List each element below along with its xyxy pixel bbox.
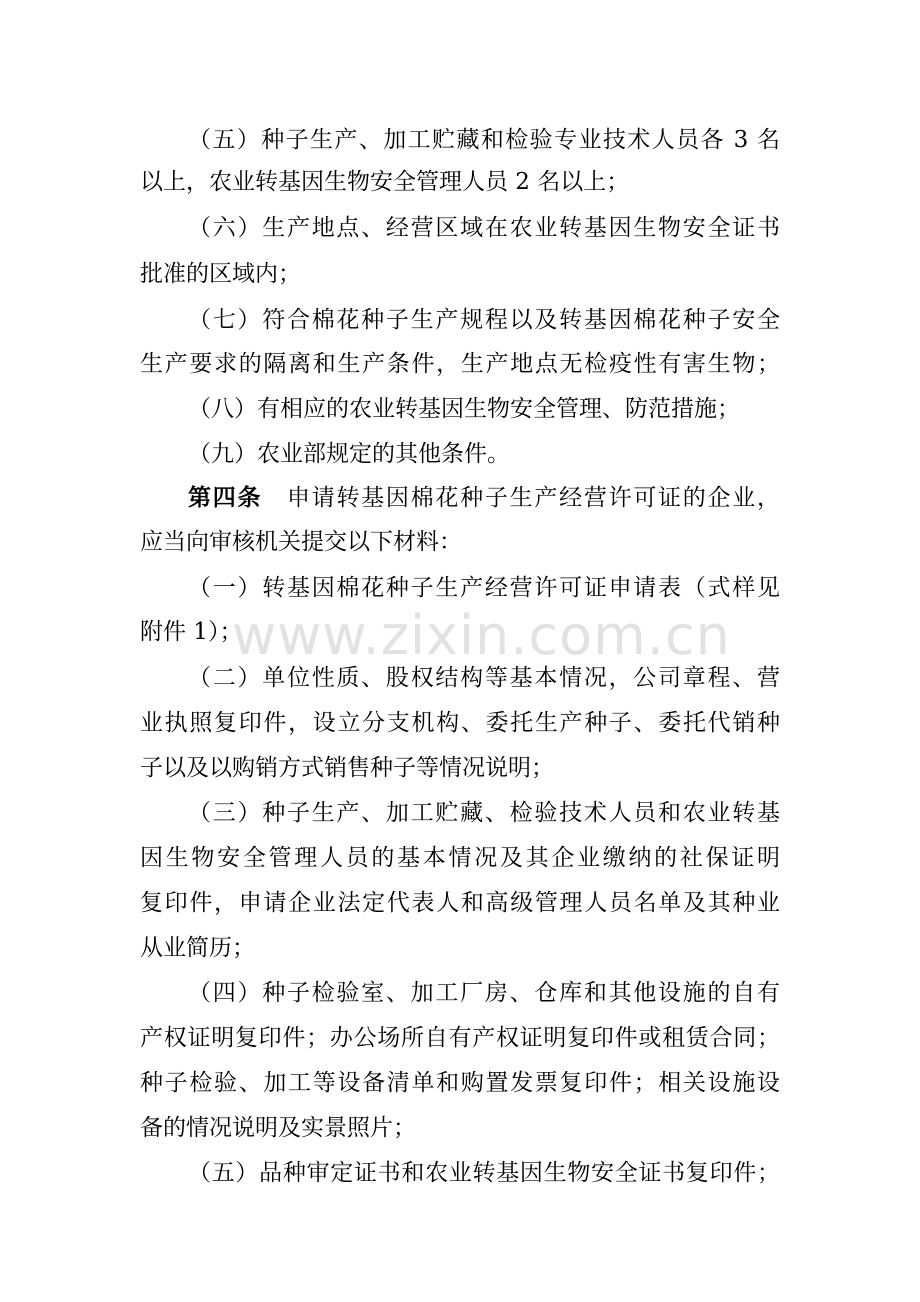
paragraph-line: （三）种子生产、加工贮藏、检验技术人员和农业转基	[188, 800, 780, 826]
paragraph-line: 种子检验、加工等设备清单和购置发票复印件；相关设施设	[140, 1070, 780, 1096]
paragraph-line: 应当向审核机关提交以下材料：	[140, 529, 462, 555]
paragraph-line: 复印件，申请企业法定代表人和高级管理人员名单及其种业	[140, 890, 780, 916]
paragraph-line: （六）生产地点、经营区域在农业转基因生物安全证书	[188, 215, 780, 241]
paragraph-line: （五）品种审定证书和农业转基因生物安全证书复印件；	[188, 1160, 780, 1186]
paragraph-line: 生产要求的隔离和生产条件，生产地点无检疫性有害生物；	[140, 351, 780, 377]
watermark: www.zixin.com.cn	[232, 604, 731, 667]
paragraph-line: （九）农业部规定的其他条件。	[188, 441, 510, 467]
paragraph-line: （七）符合棉花种子生产规程以及转基因棉花种子安全	[188, 307, 780, 333]
paragraph-line: 附件 1）；	[140, 619, 243, 645]
article-line	[188, 482, 780, 514]
article-text: 申请转基因棉花种子生产经营许可证的企业，	[286, 485, 781, 511]
article-heading: 第四条	[188, 485, 263, 511]
paragraph-line: 因生物安全管理人员的基本情况及其企业缴纳的社保证明	[140, 845, 780, 871]
paragraph-line: 备的情况说明及实景照片；	[140, 1115, 416, 1141]
paragraph-line: （五）种子生产、加工贮藏和检验专业技术人员各 3 名	[188, 127, 780, 153]
paragraph-line: 业执照复印件，设立分支机构、委托生产种子、委托代销种	[140, 710, 780, 736]
paragraph-line: 子以及以购销方式销售种子等情况说明；	[140, 755, 554, 781]
paragraph-line: （四）种子检验室、加工厂房、仓库和其他设施的自有	[188, 980, 780, 1006]
paragraph-line: （八）有相应的农业转基因生物安全管理、防范措施；	[188, 396, 740, 422]
paragraph-line: 从业简历；	[140, 935, 255, 961]
paragraph-line: 产权证明复印件；办公场所自有产权证明复印件或租赁合同；	[140, 1025, 780, 1051]
paragraph-line: （一）转基因棉花种子生产经营许可证申请表（式样见	[188, 575, 780, 601]
paragraph-line: 以上，农业转基因生物安全管理人员 2 名以上；	[140, 169, 630, 195]
paragraph-line: 批准的区域内；	[140, 261, 301, 287]
paragraph-line: （二）单位性质、股权结构等基本情况，公司章程、营	[188, 665, 780, 691]
